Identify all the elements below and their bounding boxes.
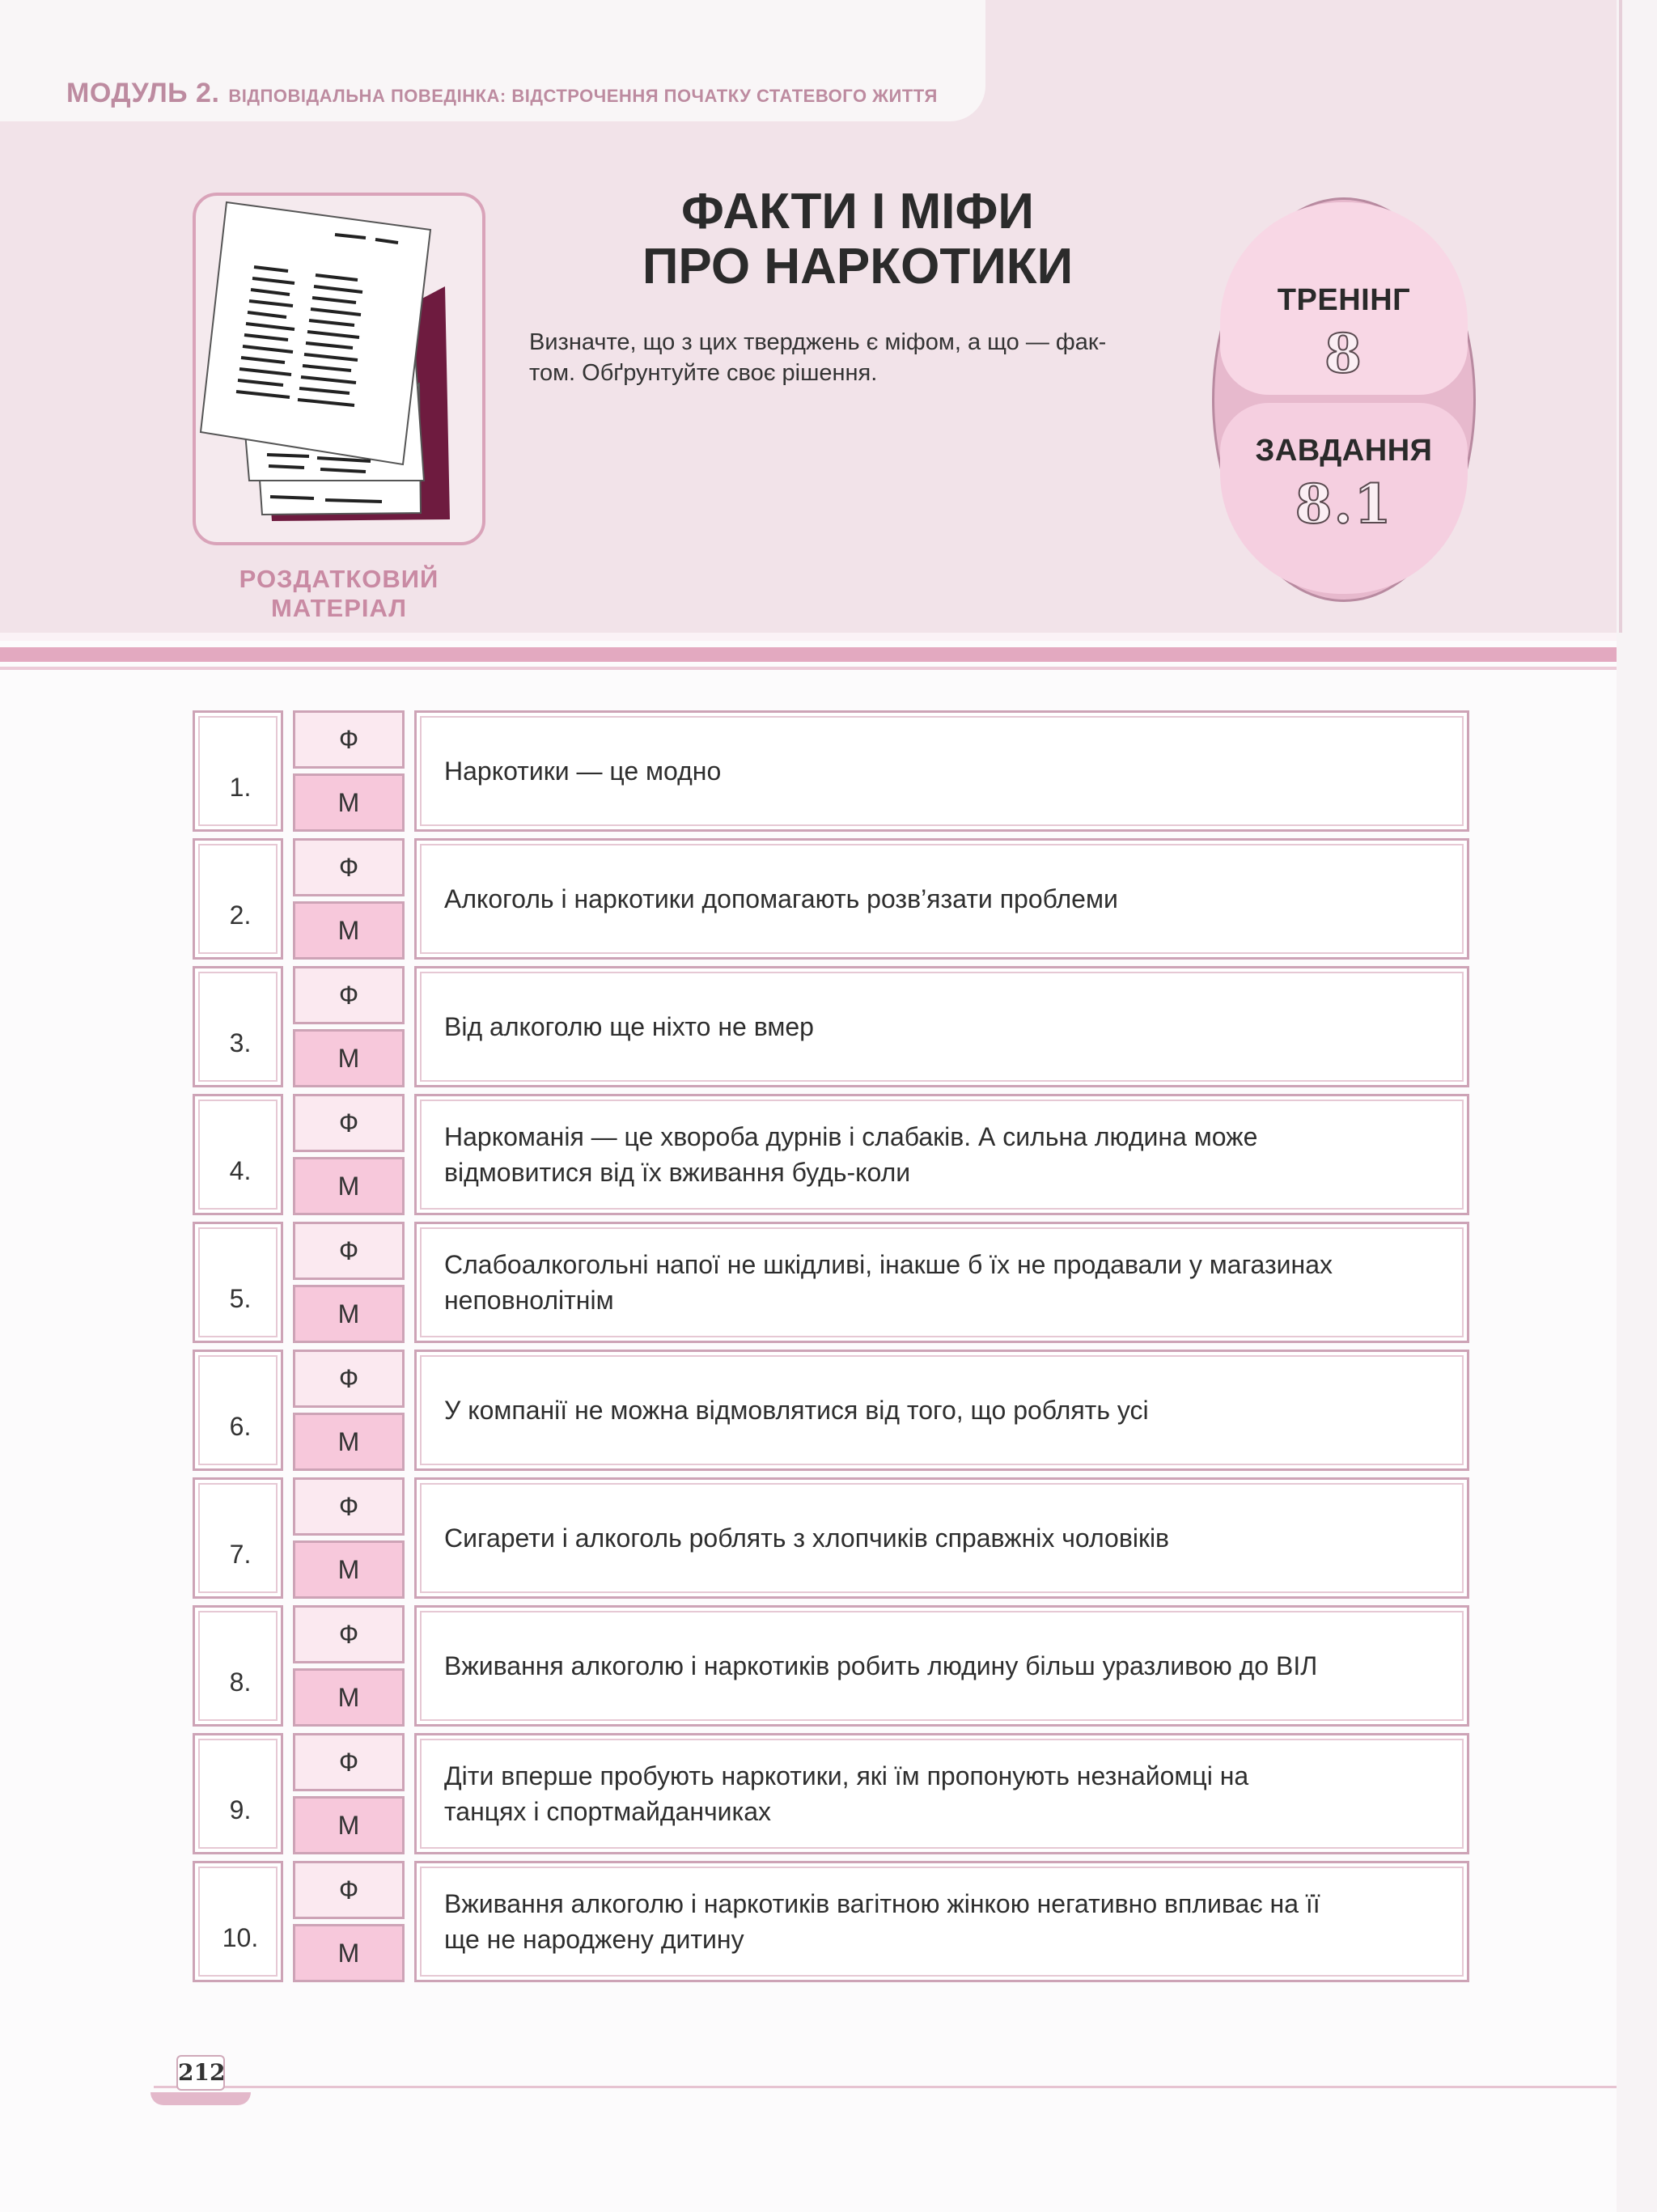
row-number: 3. (229, 1028, 252, 1057)
row-number: 6. (229, 1412, 252, 1441)
row-number-box (193, 966, 283, 1087)
statement-box (414, 1733, 1469, 1854)
statement-row (193, 710, 1469, 832)
statement-box (414, 1861, 1469, 1982)
statement-box (414, 838, 1469, 960)
page-title-line1: ФАКТИ І МІФИ (681, 184, 1034, 239)
myth-cell[interactable]: М (293, 1540, 405, 1599)
instruction-line1: Визначте, що з цих тверджень є міфом, а що — фак- (529, 329, 1107, 355)
statement-text (444, 1392, 1149, 1428)
statement-text (444, 1648, 1317, 1684)
statement-box (414, 1350, 1469, 1471)
training-label: ТРЕНІНГ (1277, 283, 1411, 317)
statement-line2: неповнолітнім (444, 1286, 614, 1315)
statement-box (414, 1605, 1469, 1727)
statement-row (193, 1477, 1469, 1599)
statement-box (414, 966, 1469, 1087)
row-number-box (193, 1477, 283, 1599)
statement-text (444, 1247, 1333, 1318)
myth-cell[interactable]: М (293, 1668, 405, 1727)
myth-cell[interactable]: М (293, 1285, 405, 1343)
fact-cell[interactable]: Ф (293, 966, 405, 1024)
row-number: 9. (229, 1795, 252, 1824)
page-right-edge-line (1619, 0, 1622, 633)
row-number: 2. (229, 900, 252, 930)
statement-line1: Діти вперше пробують наркотики, які їм пропонують незнайомці на (444, 1761, 1249, 1790)
statement-box (414, 1477, 1469, 1599)
statement-line1: Наркотики — це модно (444, 756, 722, 786)
fact-cell[interactable]: Ф (293, 1861, 405, 1919)
row-number-box (193, 1733, 283, 1854)
row-number-box (193, 1222, 283, 1343)
myth-cell[interactable]: М (293, 901, 405, 960)
instruction-line2: том. Обґрунтуйте своє рішення. (529, 360, 878, 386)
divider-thin-line (0, 667, 1617, 670)
statement-row (193, 1733, 1469, 1854)
statement-text (444, 881, 1118, 917)
statement-line1: Від алкоголю ще ніхто не вмер (444, 1012, 814, 1041)
handout-label-line2: МАТЕРІАЛ (270, 594, 408, 622)
handout-label (193, 565, 485, 623)
page-title (534, 184, 1181, 295)
fact-cell[interactable]: Ф (293, 1222, 405, 1280)
module-subtitle: ВІДПОВІДАЛЬНА ПОВЕДІНКА: ВІДСТРОЧЕННЯ ПОЧАТКУ СТАТЕВОГО ЖИТТЯ (228, 86, 938, 106)
statement-line2: танцях і спортмайданчиках (444, 1797, 772, 1826)
row-number: 8. (229, 1667, 252, 1697)
training-number: 8 (1324, 322, 1363, 385)
statement-text (444, 1758, 1248, 1829)
myth-cell[interactable]: М (293, 1157, 405, 1215)
handout-icon-frame (193, 193, 485, 545)
statement-row (193, 966, 1469, 1087)
statement-line1: Наркоманія — це хвороба дурнів і слабаків. А сильна людина може (444, 1122, 1258, 1151)
statement-row (193, 1861, 1469, 1982)
myth-cell[interactable]: М (293, 773, 405, 832)
documents-icon (196, 196, 482, 542)
statement-line1: Слабоалкогольні напої не шкідливі, інакше б їх не продавали у магазинах (444, 1250, 1333, 1279)
row-number-box (193, 1094, 283, 1215)
statement-row (193, 838, 1469, 960)
statement-text (444, 753, 721, 789)
fact-cell[interactable]: Ф (293, 1350, 405, 1408)
divider-gap (0, 633, 1617, 641)
footer-line (154, 2086, 1617, 2088)
statement-box (414, 1222, 1469, 1343)
statement-box (414, 1094, 1469, 1215)
module-heading (66, 78, 938, 109)
statement-line1: Вживання алкоголю і наркотиків вагітною жінкою негативно впливає на її (444, 1889, 1320, 1918)
row-number-box (193, 1605, 283, 1727)
row-number: 1. (229, 773, 252, 802)
handout-label-line1: РОЗДАТКОВИЙ (239, 565, 439, 593)
myth-cell[interactable]: М (293, 1924, 405, 1982)
statement-row (193, 1094, 1469, 1215)
fact-cell[interactable]: Ф (293, 1094, 405, 1152)
statement-line1: Вживання алкоголю і наркотиків робить людину більш уразливою до ВІЛ (444, 1651, 1318, 1680)
statement-text (444, 1886, 1320, 1957)
divider-stripe (0, 647, 1617, 662)
page-tab (150, 2092, 251, 2105)
row-number: 10. (222, 1923, 259, 1952)
statement-line2: відмовитися від їх вживання будь-коли (444, 1158, 911, 1187)
row-number-box (193, 1350, 283, 1471)
myth-cell[interactable]: М (293, 1029, 405, 1087)
statement-line1: У компанії не можна відмовлятися від того, що роблять усі (444, 1396, 1149, 1425)
statement-line1: Алкоголь і наркотики допомагають розв’язати проблеми (444, 884, 1118, 913)
statement-line1: Сигарети і алкоголь роблять з хлопчиків справжніх чоловіків (444, 1523, 1170, 1553)
statement-box (414, 710, 1469, 832)
statement-text (444, 1520, 1169, 1556)
row-number-box (193, 710, 283, 832)
module-number: МОДУЛЬ 2. (66, 78, 220, 108)
row-number: 4. (229, 1156, 252, 1185)
fact-cell[interactable]: Ф (293, 838, 405, 896)
task-label: ЗАВДАННЯ (1255, 434, 1433, 468)
myth-cell[interactable]: М (293, 1413, 405, 1471)
statement-row (193, 1605, 1469, 1727)
row-number: 5. (229, 1284, 252, 1313)
myth-cell[interactable]: М (293, 1796, 405, 1854)
fact-cell[interactable]: Ф (293, 1733, 405, 1791)
fact-cell[interactable]: Ф (293, 1477, 405, 1536)
statement-text (444, 1009, 814, 1045)
row-number-box (193, 838, 283, 960)
statement-row (193, 1222, 1469, 1343)
instruction-text (529, 327, 1176, 388)
fact-cell[interactable]: Ф (293, 1605, 405, 1663)
page-right-edge (1617, 0, 1657, 2212)
statement-row (193, 1350, 1469, 1471)
task-number: 8.1 (1295, 472, 1393, 536)
statement-line2: ще не народжену дитину (444, 1925, 744, 1954)
fact-cell[interactable]: Ф (293, 710, 405, 769)
page-number: 212 (176, 2055, 225, 2091)
statement-text (444, 1119, 1257, 1190)
row-number-box (193, 1861, 283, 1982)
page-title-line2: ПРО НАРКОТИКИ (642, 239, 1074, 295)
row-number: 7. (229, 1540, 252, 1569)
